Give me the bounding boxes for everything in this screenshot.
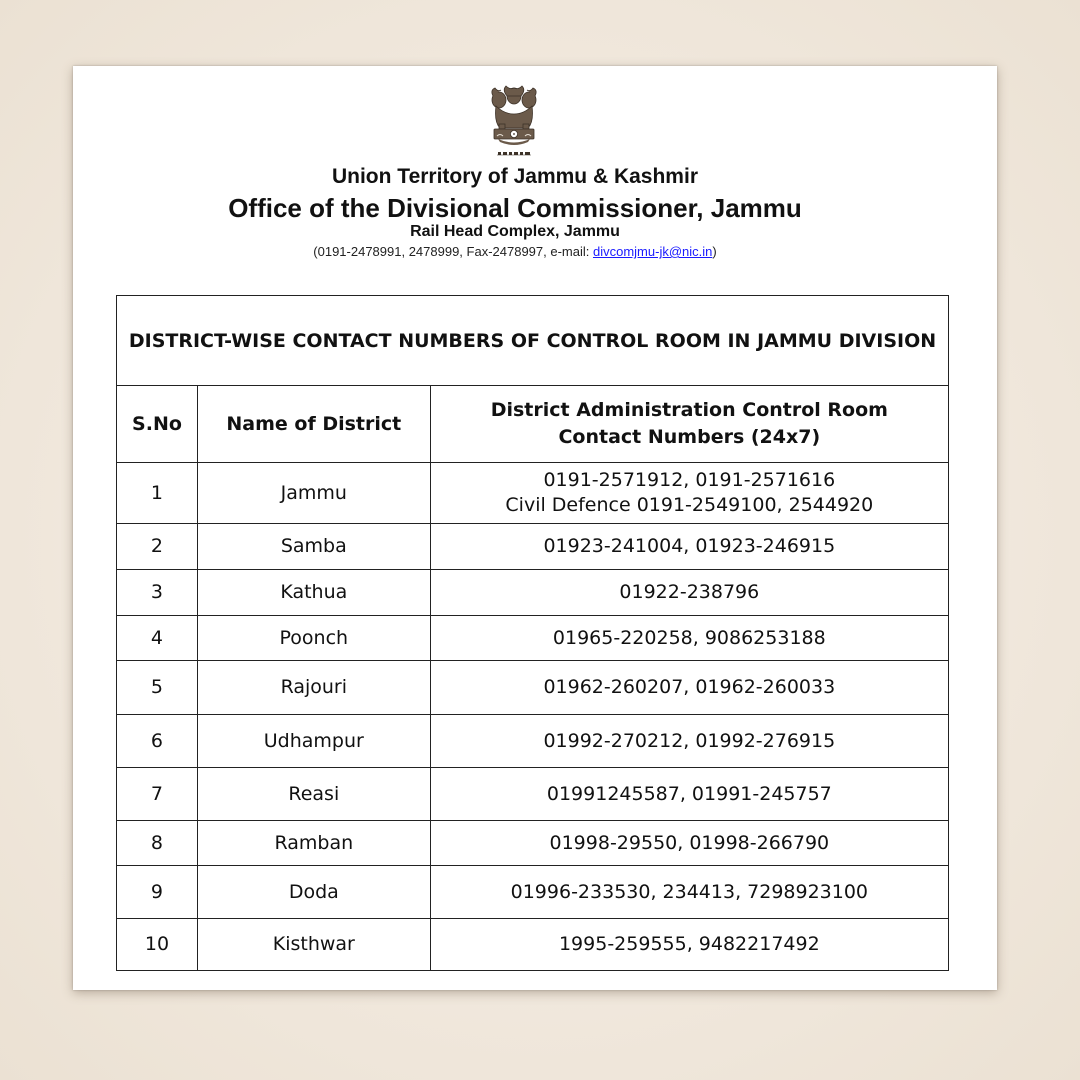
numbers-line-secondary: Civil Defence 0191-2549100, 2544920: [505, 494, 874, 516]
cell-district: Jammu: [197, 463, 430, 524]
cell-sno: 2: [117, 524, 198, 570]
table-title-row: [117, 296, 949, 386]
numbers-line: 0191-2571912, 0191-2571616: [543, 469, 836, 491]
document-sheet: [73, 66, 997, 990]
table-row: [117, 768, 949, 821]
table-row: [117, 463, 949, 524]
table-title: DISTRICT-WISE CONTACT NUMBERS OF CONTROL ROOM IN JAMMU DIVISION: [117, 296, 949, 386]
cell-numbers: 01992-270212, 01992-276915: [430, 715, 948, 768]
cell-district: Samba: [197, 524, 430, 570]
email-link[interactable]: divcomjmu-jk@nic.in: [592, 244, 713, 259]
contact-line: [73, 244, 957, 259]
table-row: [117, 524, 949, 570]
table-header-row: [117, 386, 949, 463]
cell-numbers: 01965-220258, 9086253188: [430, 616, 948, 661]
table-row: [117, 616, 949, 661]
cell-district: Kathua: [197, 570, 430, 616]
col-header-numbers: District Administration Control Room Contact Numbers (24x7): [430, 386, 948, 463]
cell-numbers: 01923-241004, 01923-246915: [430, 524, 948, 570]
cell-numbers: 01962-260207, 01962-260033: [430, 661, 948, 715]
cell-sno: 4: [117, 616, 198, 661]
cell-numbers: 01991245587, 01991-245757: [430, 768, 948, 821]
contact-suffix: ): [712, 244, 717, 259]
cell-numbers: [430, 463, 948, 524]
cell-numbers: 01996-233530, 234413, 7298923100: [430, 866, 948, 919]
cell-sno: 3: [117, 570, 198, 616]
table-row: [117, 821, 949, 866]
cell-sno: 5: [117, 661, 198, 715]
cell-sno: 9: [117, 866, 198, 919]
ut-heading: Union Territory of Jammu & Kashmir: [331, 165, 698, 188]
national-emblem-icon: [484, 84, 544, 162]
cell-sno: 10: [117, 919, 198, 971]
cell-sno: 8: [117, 821, 198, 866]
cell-sno: 1: [117, 463, 198, 524]
address-line: Rail Head Complex, Jammu: [410, 223, 620, 240]
col-header-sno: S.No: [117, 386, 198, 463]
cell-district: Reasi: [197, 768, 430, 821]
cell-district: Poonch: [197, 616, 430, 661]
cell-district: Udhampur: [197, 715, 430, 768]
table-row: [117, 570, 949, 616]
cell-district: Doda: [197, 866, 430, 919]
cell-district: Rajouri: [197, 661, 430, 715]
table-row: [117, 919, 949, 971]
table-row: [117, 715, 949, 768]
cell-numbers: 01922-238796: [430, 570, 948, 616]
contact-prefix: (0191-2478991, 2478999, Fax-2478997, e-mail:: [313, 244, 593, 259]
table-row: [117, 661, 949, 715]
cell-numbers: 1995-259555, 9482217492: [430, 919, 948, 971]
cell-sno: 6: [117, 715, 198, 768]
contact-table: [116, 295, 949, 971]
office-heading: Office of the Divisional Commissioner, Jammu: [228, 193, 802, 223]
table-row: [117, 866, 949, 919]
col-header-district: Name of District: [197, 386, 430, 463]
cell-numbers: 01998-29550, 01998-266790: [430, 821, 948, 866]
cell-district: Kisthwar: [197, 919, 430, 971]
cell-district: Ramban: [197, 821, 430, 866]
cell-sno: 7: [117, 768, 198, 821]
